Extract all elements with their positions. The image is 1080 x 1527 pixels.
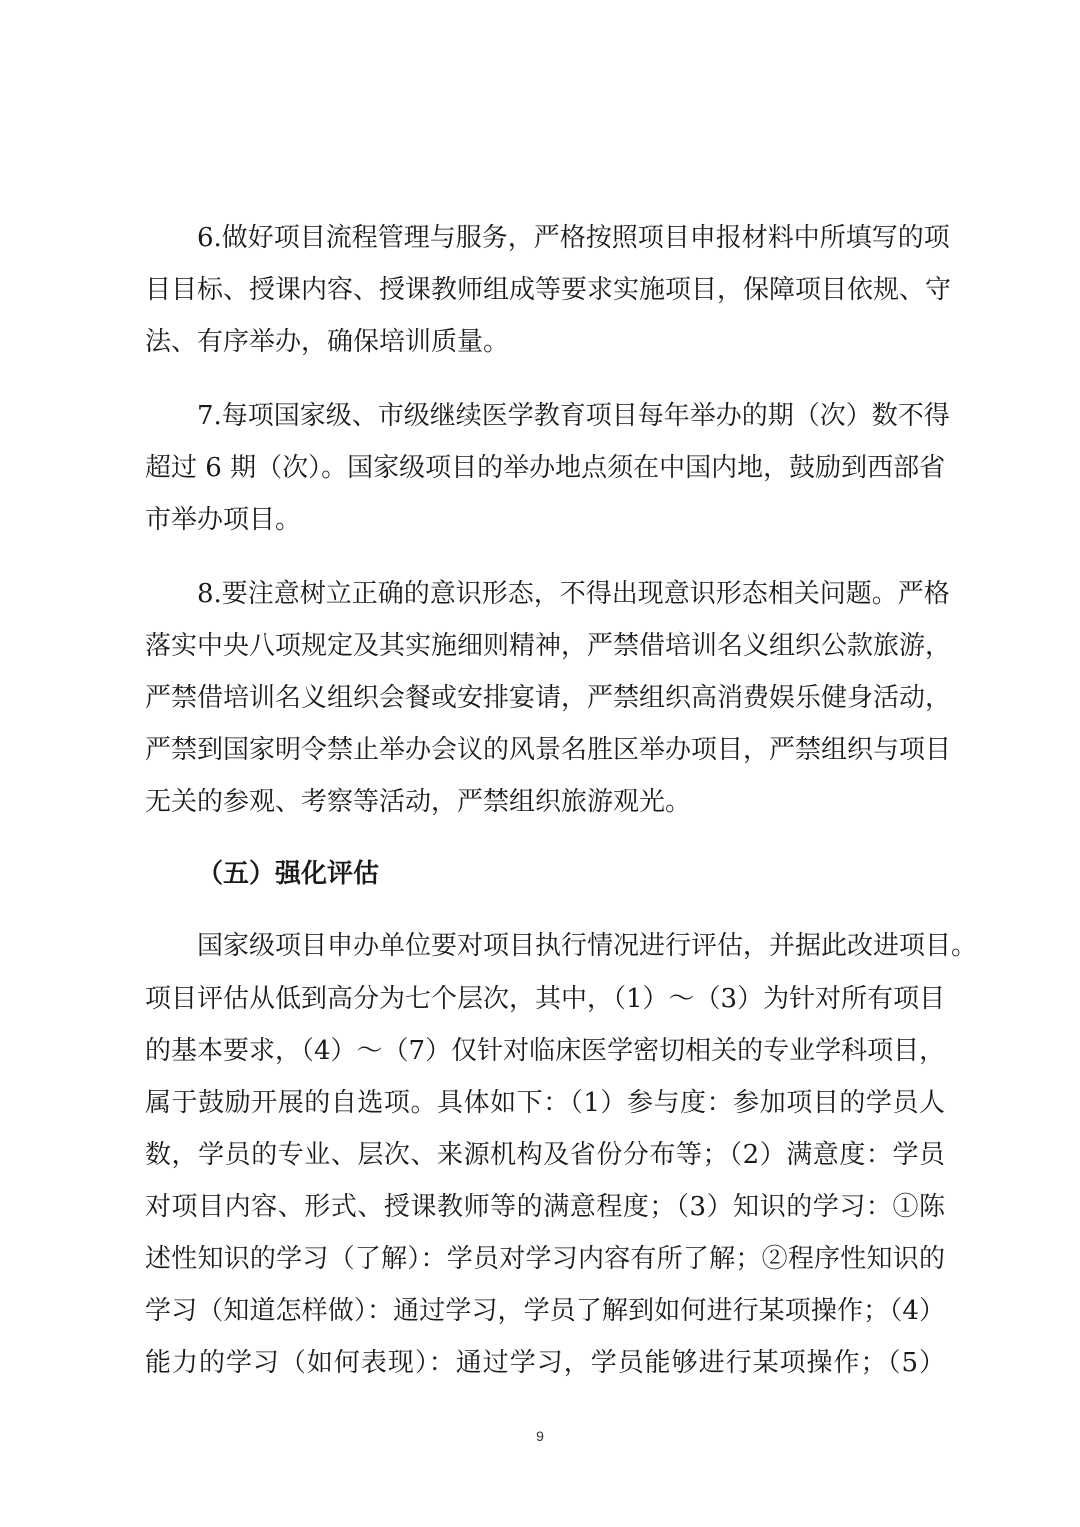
item7-line-2: 超过 6 期（次）。国家级项目的举办地点须在中国内地，鼓励到西部省 <box>145 453 946 483</box>
item8-line-1: 8.要注意树立正确的意识形态，不得出现意识形态相关问题。严格 <box>197 579 950 609</box>
item8-line-2: 落实中央八项规定及其实施细则精神，严禁借培训名义组织公款旅游， <box>145 631 952 661</box>
page-number: 9 <box>536 1428 544 1444</box>
section5-line-9: 能力的学习（如何表现）：通过学习，学员能够进行某项操作；（5） <box>145 1348 945 1378</box>
item8-line-4: 严禁到国家明令禁止举办会议的风景名胜区举办项目，严禁组织与项目 <box>145 735 952 765</box>
section5-line-2: 项目评估从低到高分为七个层次，其中，（1）～（3）为针对所有项目 <box>145 984 946 1014</box>
section5-line-4: 属于鼓励开展的自选项。具体如下：（1）参与度：参加项目的学员人 <box>145 1088 945 1118</box>
item7-line-3: 市举办项目。 <box>145 505 302 535</box>
item8-line-3: 严禁借培训名义组织会餐或安排宴请，严禁组织高消费娱乐健身活动， <box>145 683 952 713</box>
section5-line-7: 述性知识的学习（了解）：学员对学习内容有所了解；②程序性知识的 <box>145 1244 945 1274</box>
item7-line-1: 7.每项国家级、市级继续医学教育项目每年举办的期（次）数不得 <box>197 401 950 431</box>
item8-line-5: 无关的参观、考察等活动，严禁组织旅游观光。 <box>145 787 692 817</box>
section5-line-8: 学习（知道怎样做）：通过学习，学员了解到如何进行某项操作；（4） <box>145 1296 945 1326</box>
section5-line-1: 国家级项目申办单位要对项目执行情况进行评估，并据此改进项目。 <box>197 931 978 961</box>
section5-line-5: 数，学员的专业、层次、来源机构及省份分布等；（2）满意度：学员 <box>145 1140 945 1170</box>
item6-line-2: 目目标、授课内容、授课教师组成等要求实施项目，保障项目依规、守 <box>145 275 952 305</box>
section-heading: （五）强化评估 <box>197 859 380 889</box>
section5-line-6: 对项目内容、形式、授课教师等的满意程度；（3）知识的学习：①陈 <box>145 1192 945 1222</box>
item6-line-3: 法、有序举办，确保培训质量。 <box>145 327 510 357</box>
section5-line-3: 的基本要求，（4）～（7）仅针对临床医学密切相关的专业学科项目， <box>145 1036 946 1066</box>
item6-line-1: 6.做好项目流程管理与服务，严格按照项目申报材料中所填写的项 <box>197 223 950 253</box>
